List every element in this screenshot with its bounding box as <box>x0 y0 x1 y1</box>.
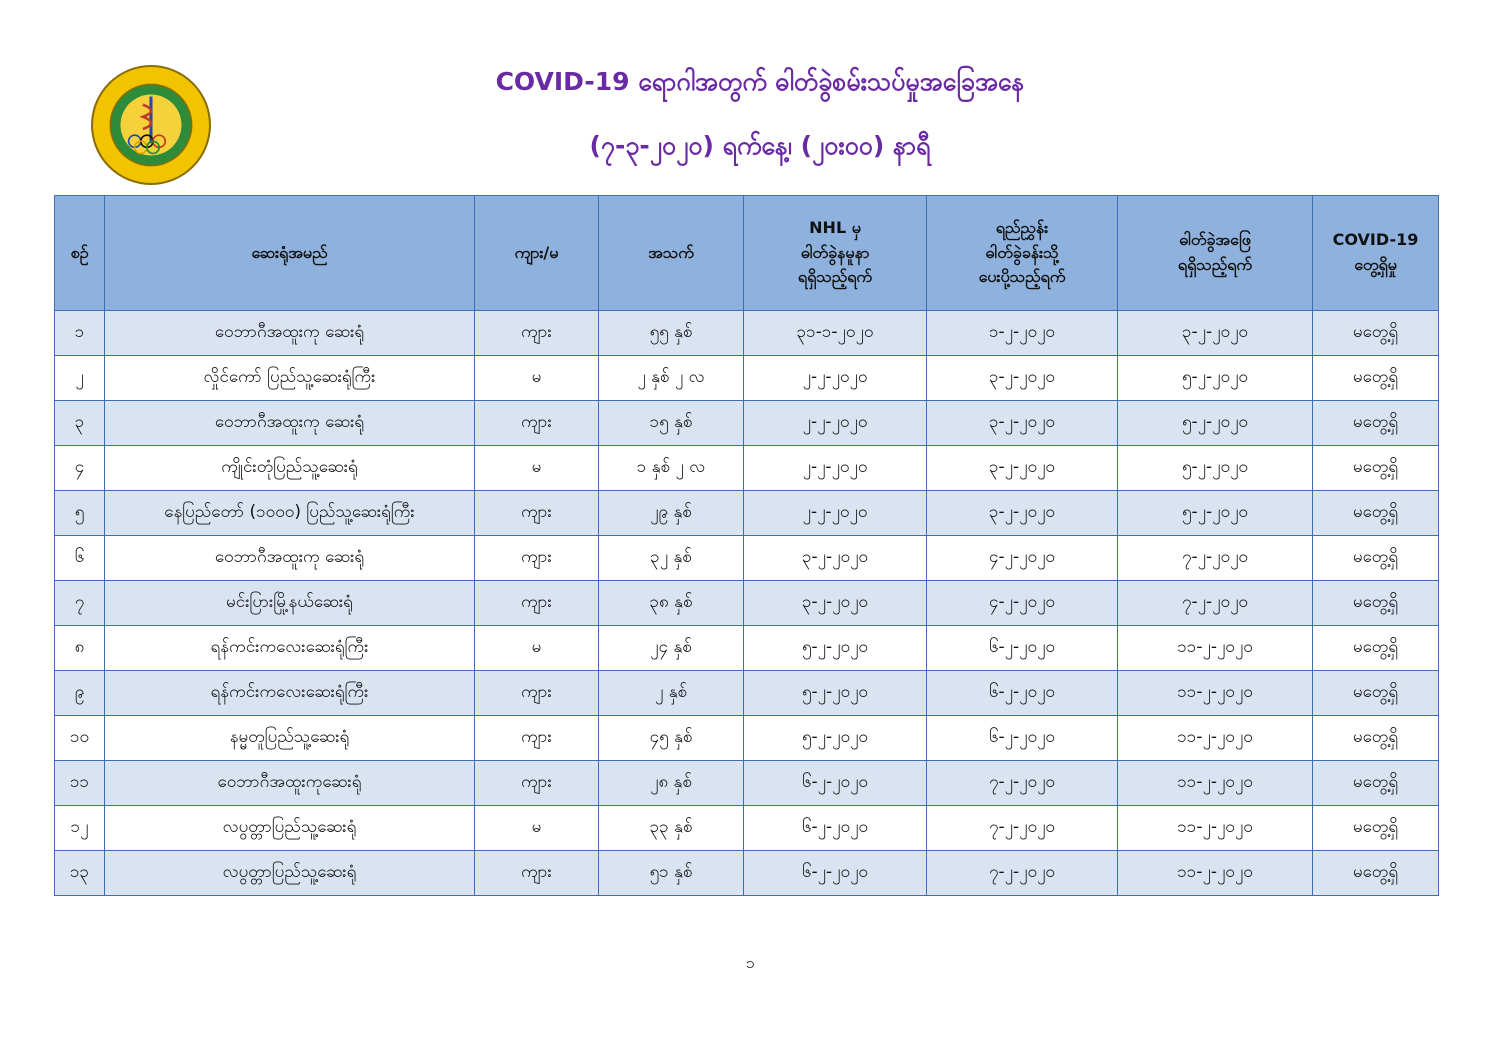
cell-sent-date: ၆-၂-၂၀၂၀ <box>927 626 1118 671</box>
cell-sex: မ <box>475 806 599 851</box>
header-line: ဓါတ်ခွဲခန်းသို့ <box>985 242 1059 262</box>
cell-nhl-date: ၃၁-၁-၂၀၂၀ <box>744 311 927 356</box>
cell-nhl-date: ၂-၂-၂၀၂၀ <box>744 491 927 536</box>
page-subtitle-datetime: (၇-၃-၂၀၂၀) ရက်နေ့၊ (၂၀း၀၀) နာရီ <box>589 131 931 160</box>
cell-no: ၉ <box>55 671 105 716</box>
cell-no: ၁၃ <box>55 851 105 896</box>
cell-sex: ကျား <box>475 311 599 356</box>
cell-covid-result: မတွေ့ရှိ <box>1313 671 1439 716</box>
cell-sent-date: ၇-၂-၂၀၂၀ <box>927 806 1118 851</box>
cell-sent-date: ၁-၂-၂၀၂၀ <box>927 311 1118 356</box>
cell-result-date: ၁၁-၂-၂၀၂၀ <box>1118 716 1313 761</box>
cell-result-date: ၇-၂-၂၀၂၀ <box>1118 536 1313 581</box>
cell-age: ၃၈ နှစ် <box>599 581 744 626</box>
cell-no: ၁၀ <box>55 716 105 761</box>
cell-sent-date: ၇-၂-၂၀၂၀ <box>927 761 1118 806</box>
table-row <box>55 401 1439 446</box>
cell-age: ၅၅ နှစ် <box>599 311 744 356</box>
table-row <box>55 851 1439 896</box>
cell-hospital: ဝေဘာဂီအထူးကု ဆေးရုံ <box>105 536 475 581</box>
header-line: ရရှိသည့်ရက် <box>1177 255 1253 274</box>
cell-covid-result: မတွေ့ရှိ <box>1313 851 1439 896</box>
cell-result-date: ၁၁-၂-၂၀၂၀ <box>1118 671 1313 716</box>
table-row <box>55 536 1439 581</box>
table-row <box>55 491 1439 536</box>
table-row <box>55 581 1439 626</box>
cell-hospital: ဝေဘာဂီအထူးကု ဆေးရုံ <box>105 311 475 356</box>
header-line: အသက် <box>648 242 694 262</box>
header-line: ရရှိသည့်ရက် <box>797 267 873 287</box>
cell-age: ၂၈ နှစ် <box>599 761 744 806</box>
cell-age: ၁ နှစ် ၂ လ <box>599 446 744 491</box>
cell-age: ၂၉ နှစ် <box>599 491 744 536</box>
cell-nhl-date: ၂-၂-၂၀၂၀ <box>744 356 927 401</box>
table-row <box>55 311 1439 356</box>
cell-sent-date: ၆-၂-၂၀၂၀ <box>927 716 1118 761</box>
cell-nhl-date: ၅-၂-၂၀၂၀ <box>744 716 927 761</box>
cell-nhl-date: ၂-၂-၂၀၂၀ <box>744 401 927 446</box>
header-line: စဉ် <box>70 242 89 262</box>
cell-hospital: ရန်ကင်းကလေးဆေးရုံကြီး <box>105 626 475 671</box>
table-row <box>55 626 1439 671</box>
cell-nhl-date: ၆-၂-၂၀၂၀ <box>744 761 927 806</box>
cell-nhl-date: ၃-၂-၂၀၂၀ <box>744 536 927 581</box>
cell-covid-result: မတွေ့ရှိ <box>1313 716 1439 761</box>
cell-hospital: ရန်ကင်းကလေးဆေးရုံကြီး <box>105 671 475 716</box>
col-header-sex <box>475 196 599 311</box>
cell-sex: မ <box>475 356 599 401</box>
cell-hospital: နမ္မတူပြည်သူ့ဆေးရုံ <box>105 716 475 761</box>
header-line: ပေးပို့သည့်ရက် <box>978 267 1066 287</box>
cell-result-date: ၅-၂-၂၀၂၀ <box>1118 356 1313 401</box>
cell-sex: ကျား <box>475 401 599 446</box>
header-line: တွေ့ရှိမှု <box>1354 255 1397 274</box>
table-row <box>55 761 1439 806</box>
cell-result-date: ၇-၂-၂၀၂၀ <box>1118 581 1313 626</box>
cell-no: ၁၂ <box>55 806 105 851</box>
cell-covid-result: မတွေ့ရှိ <box>1313 311 1439 356</box>
cell-no: ၁၁ <box>55 761 105 806</box>
cell-sent-date: ၄-၂-၂၀၂၀ <box>927 581 1118 626</box>
page-title: COVID-19 ရောဂါအတွက် ဓါတ်ခွဲစမ်းသပ်မှုအခြေအနေ <box>495 67 1025 96</box>
cell-sex: ကျား <box>475 851 599 896</box>
header-line: ဓါတ်ခွဲအဖြေ <box>1179 230 1251 250</box>
cell-sex: ကျား <box>475 536 599 581</box>
cell-no: ၅ <box>55 491 105 536</box>
cell-covid-result: မတွေ့ရှိ <box>1313 806 1439 851</box>
table-row <box>55 356 1439 401</box>
col-header-hospital <box>105 196 475 311</box>
cell-result-date: ၃-၂-၂၀၂၀ <box>1118 311 1313 356</box>
cell-age: ၃၂ နှစ် <box>599 536 744 581</box>
cell-result-date: ၅-၂-၂၀၂၀ <box>1118 401 1313 446</box>
ministry-seal-icon <box>90 64 212 186</box>
cell-hospital: ကျိုင်းတုံပြည်သူ့ဆေးရုံ <box>105 446 475 491</box>
cell-nhl-date: ၃-၂-၂၀၂၀ <box>744 581 927 626</box>
cell-result-date: ၁၁-၂-၂၀၂၀ <box>1118 851 1313 896</box>
cell-sex: ကျား <box>475 716 599 761</box>
cell-no: ၆ <box>55 536 105 581</box>
cell-result-date: ၅-၂-၂၀၂၀ <box>1118 446 1313 491</box>
table-row <box>55 671 1439 716</box>
cell-result-date: ၁၁-၂-၂၀၂၀ <box>1118 761 1313 806</box>
cell-covid-result: မတွေ့ရှိ <box>1313 626 1439 671</box>
header-line: NHL မှ <box>809 217 861 237</box>
cell-sent-date: ၇-၂-၂၀၂၀ <box>927 851 1118 896</box>
header-line: ကျား/မ <box>514 242 559 262</box>
cell-covid-result: မတွေ့ရှိ <box>1313 581 1439 626</box>
cell-hospital: လှိုင်ကော် ပြည်သူ့ဆေးရုံကြီး <box>105 356 475 401</box>
cell-result-date: ၁၁-၂-၂၀၂၀ <box>1118 806 1313 851</box>
cell-age: ၄၅ နှစ် <box>599 716 744 761</box>
cell-sent-date: ၃-၂-၂၀၂၀ <box>927 446 1118 491</box>
cell-age: ၂ နှစ် ၂ လ <box>599 356 744 401</box>
col-header-no <box>55 196 105 311</box>
cell-hospital: မင်းပြားမြို့နယ်ဆေးရုံ <box>105 581 475 626</box>
cell-no: ၇ <box>55 581 105 626</box>
cell-covid-result: မတွေ့ရှိ <box>1313 356 1439 401</box>
cell-covid-result: မတွေ့ရှိ <box>1313 446 1439 491</box>
cell-nhl-date: ၆-၂-၂၀၂၀ <box>744 851 927 896</box>
cell-sex: ကျား <box>475 671 599 716</box>
cell-no: ၈ <box>55 626 105 671</box>
cell-sent-date: ၄-၂-၂၀၂၀ <box>927 536 1118 581</box>
cell-no: ၄ <box>55 446 105 491</box>
cell-sex: မ <box>475 446 599 491</box>
cell-hospital: လပွတ္တာပြည်သူ့ဆေးရုံ <box>105 806 475 851</box>
cell-no: ၂ <box>55 356 105 401</box>
cell-nhl-date: ၆-၂-၂၀၂၀ <box>744 806 927 851</box>
header-line: ရည်ညွှန်း <box>995 217 1049 237</box>
table-row <box>55 806 1439 851</box>
cell-sent-date: ၃-၂-၂၀၂၀ <box>927 356 1118 401</box>
cell-sex: မ <box>475 626 599 671</box>
cell-sent-date: ၃-၂-၂၀၂၀ <box>927 401 1118 446</box>
col-header-nhl-sample-received <box>744 196 927 311</box>
table-row <box>55 446 1439 491</box>
cell-covid-result: မတွေ့ရှိ <box>1313 491 1439 536</box>
col-header-age <box>599 196 744 311</box>
cell-age: ၅၁ နှစ် <box>599 851 744 896</box>
cell-sex: ကျား <box>475 491 599 536</box>
cell-age: ၃၃ နှစ် <box>599 806 744 851</box>
cell-sent-date: ၃-၂-၂၀၂၀ <box>927 491 1118 536</box>
cell-nhl-date: ၅-၂-၂၀၂၀ <box>744 626 927 671</box>
cell-hospital: လပွတ္တာပြည်သူ့ဆေးရုံ <box>105 851 475 896</box>
cell-result-date: ၁၁-၂-၂၀၂၀ <box>1118 626 1313 671</box>
cell-nhl-date: ၅-၂-၂၀၂၀ <box>744 671 927 716</box>
header-line: ဓါတ်ခွဲနမူနာ <box>800 242 870 262</box>
covid-test-table <box>54 195 1439 896</box>
cell-age: ၂ နှစ် <box>599 671 744 716</box>
col-header-result-received <box>1118 196 1313 311</box>
table-header-row <box>55 196 1439 311</box>
cell-covid-result: မတွေ့ရှိ <box>1313 761 1439 806</box>
cell-sent-date: ၆-၂-၂၀၂၀ <box>927 671 1118 716</box>
cell-hospital: နေပြည်တော် (၁၀၀၀) ပြည်သူ့ဆေးရုံကြီး <box>105 491 475 536</box>
cell-result-date: ၅-၂-၂၀၂၀ <box>1118 491 1313 536</box>
cell-hospital: ဝေဘာဂီအထူးကု ဆေးရုံ <box>105 401 475 446</box>
page-number: ၁ <box>745 953 755 972</box>
cell-hospital: ဝေဘာဂီအထူးကုဆေးရုံ <box>105 761 475 806</box>
table-row <box>55 716 1439 761</box>
cell-age: ၂၄ နှစ် <box>599 626 744 671</box>
cell-sex: ကျား <box>475 761 599 806</box>
header-line: COVID-19 <box>1332 230 1419 250</box>
cell-nhl-date: ၂-၂-၂၀၂၀ <box>744 446 927 491</box>
cell-sex: ကျား <box>475 581 599 626</box>
cell-no: ၃ <box>55 401 105 446</box>
cell-age: ၁၅ နှစ် <box>599 401 744 446</box>
col-header-sent-to-reference-lab <box>927 196 1118 311</box>
cell-covid-result: မတွေ့ရှိ <box>1313 401 1439 446</box>
header-line: ဆေးရုံအမည် <box>251 242 328 262</box>
cell-no: ၁ <box>55 311 105 356</box>
col-header-covid-detected <box>1313 196 1439 311</box>
cell-covid-result: မတွေ့ရှိ <box>1313 536 1439 581</box>
